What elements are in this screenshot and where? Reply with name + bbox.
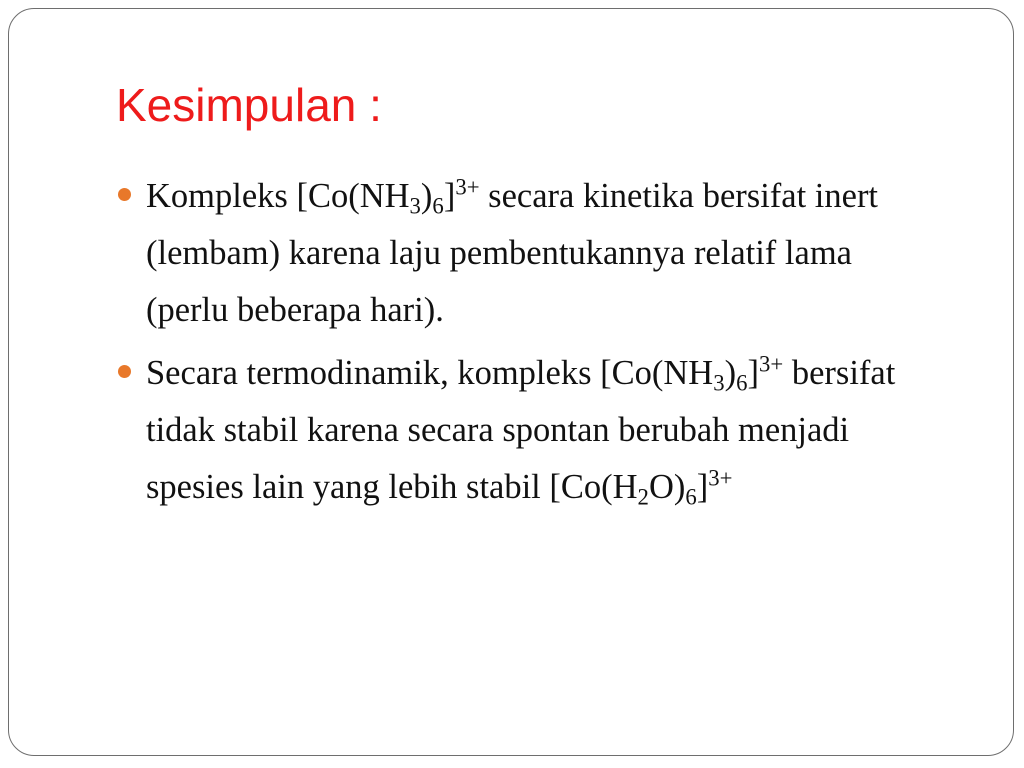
bullet-2-text: Secara termodinamik, kompleks $[Co(NH_3)_6]^{3+}$ bersifat tidak stabil karena secara spontan berubah menjadi spesies lain yang lebih stabil $[Co(H_2O)_6]^{3+}$ bbox=[146, 351, 896, 510]
bullet-dot-icon bbox=[118, 188, 131, 201]
slide-content bbox=[114, 168, 914, 522]
bullet-item-1 bbox=[114, 168, 914, 339]
slide-title: Kesimpulan : bbox=[116, 79, 382, 131]
bullet-1-text: Kompleks $[Co(NH_3)_6]^{3+}$ secara kinetika bersifat inert (lembam) karena laju pembentukannya relatif lama (perlu beberapa hari). bbox=[146, 174, 879, 329]
bullet-dot-icon bbox=[118, 365, 131, 378]
bullet-item-2 bbox=[114, 345, 914, 516]
